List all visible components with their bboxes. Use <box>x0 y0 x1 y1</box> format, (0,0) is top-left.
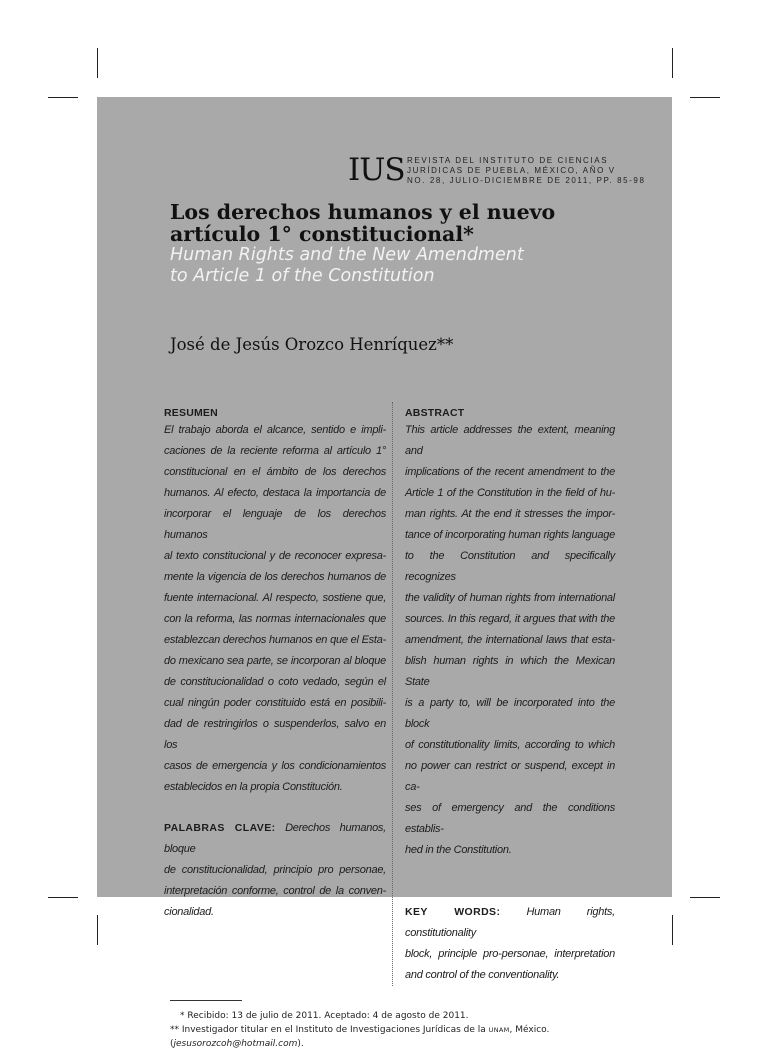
footnote-text: ). <box>297 1039 304 1049</box>
text-line: fuente internacional. Al respecto, sostiene que, <box>164 592 386 604</box>
abstract-column <box>393 402 615 986</box>
text-line: con la reforma, las normas internacionales que <box>164 613 386 625</box>
text-line: sources. In this regard, it argues that with the <box>405 613 615 625</box>
keywords-heading: KEY WORDS: <box>405 906 501 918</box>
abstract-columns <box>164 402 616 986</box>
crop-mark <box>97 915 98 945</box>
footnote-unam: UNAM <box>488 1026 510 1034</box>
text-line: amendment, the international laws that esta- <box>405 634 615 646</box>
keywords-line: de constitucionalidad, principio pro personae, <box>164 864 386 876</box>
text-line: incorporar el lenguaje de los derechos humanos <box>164 508 386 541</box>
resumen-column <box>164 402 392 986</box>
title-line: artículo 1° constitucional* <box>170 222 474 246</box>
crop-mark <box>672 48 673 78</box>
abstract-text <box>405 420 615 861</box>
resumen-heading: RESUMEN <box>164 407 218 419</box>
title-line: Los derechos humanos y el nuevo <box>170 200 556 224</box>
author: José de Jesús Orozco Henríquez** <box>170 335 454 354</box>
text-line: establecidos en la propia Constitución. <box>164 781 343 793</box>
footnote-rule <box>170 1000 242 1001</box>
palabras-clave <box>164 818 386 923</box>
text-line: the validity of human rights from international <box>405 592 615 604</box>
text-line: establezcan derechos humanos en que el Esta- <box>164 634 386 646</box>
footnote-text: ** Investigador titular en el Instituto de Investigaciones Jurídicas de la <box>170 1025 489 1035</box>
footnote-text: ( <box>170 1039 174 1049</box>
text-line: do mexicano sea parte, se incorporan al bloque <box>164 655 386 667</box>
text-line: El trabajo aborda el alcance, sentido e impli- <box>164 424 386 436</box>
journal-line: REVISTA DEL INSTITUTO DE CIENCIAS <box>407 156 609 165</box>
text-line: of constitutionality limits, according to which <box>405 739 615 751</box>
footnote-text: , México. <box>509 1025 550 1035</box>
footnote-received: * Recibido: 13 de julio de 2011. Aceptado: 4 de agosto de 2011. <box>180 1011 469 1021</box>
journal-logo: IUS <box>348 152 405 188</box>
keywords-line: block, principle pro-personae, interpretation <box>405 948 615 960</box>
text-line: no power can restrict or suspend, except in ca- <box>405 760 615 793</box>
text-line: implications of the recent amendment to the <box>405 466 615 478</box>
email-link[interactable]: jesusorozcoh@hotmail.com <box>173 1039 298 1049</box>
text-line: to the Constitution and specifically recognizes <box>405 550 615 583</box>
footnote-email <box>170 1037 616 1051</box>
text-line: blish human rights in which the Mexican State <box>405 655 615 688</box>
text-line: is a party to, will be incorporated into the block <box>405 697 615 730</box>
footnotes <box>170 1009 616 1051</box>
resumen-text <box>164 420 386 798</box>
journal-info <box>407 156 646 186</box>
crop-mark <box>48 97 78 98</box>
abstract-heading: ABSTRACT <box>405 407 465 419</box>
text-line: de constitucionalidad o coto vedado, según el <box>164 676 386 688</box>
key-words <box>405 902 615 986</box>
text-line: mente la vigencia de los derechos humanos de <box>164 571 386 583</box>
article-title-english <box>170 245 524 287</box>
subtitle-line: to Article 1 of the Constitution <box>170 266 435 286</box>
text-line: Article 1 of the Constitution in the field of hu- <box>405 487 615 499</box>
keywords-line: interpretación conforme, control de la conven- <box>164 885 386 897</box>
keywords-line: cionalidad. <box>164 906 214 918</box>
text-line: dad de restringirlos o suspenderlos, salvo en los <box>164 718 386 751</box>
crop-mark <box>48 897 78 898</box>
crop-mark <box>672 915 673 945</box>
text-line: al texto constitucional y de reconocer expresa- <box>164 550 386 562</box>
keywords-line: and control of the conventionality. <box>405 969 560 981</box>
text-line: ses of emergency and the conditions establis- <box>405 802 615 835</box>
text-line: cual ningún poder constituido está en posibili- <box>164 697 386 709</box>
keywords-heading: PALABRAS CLAVE: <box>164 822 276 834</box>
subtitle-line: Human Rights and the New Amendment <box>170 245 524 265</box>
abstract-section <box>164 402 616 1051</box>
journal-line: NO. 28, JULIO-DICIEMBRE DE 2011, PP. 85-98 <box>407 176 646 185</box>
crop-mark <box>690 897 720 898</box>
text-line: humanos. Al efecto, destaca la importancia de <box>164 487 386 499</box>
article-title <box>170 201 555 245</box>
text-line: caciones de la reciente reforma al artículo 1° <box>164 445 386 457</box>
journal-line: JURÍDICAS DE PUEBLA, MÉXICO, AÑO V <box>407 166 616 175</box>
text-line: This article addresses the extent, meaning and <box>405 424 615 457</box>
crop-mark <box>97 48 98 78</box>
text-line: tance of incorporating human rights language <box>405 529 615 541</box>
text-line: casos de emergencia y los condicionamientos <box>164 760 386 772</box>
keywords-line: Derechos humanos, bloque <box>164 822 386 855</box>
keywords-line: Human rights, constitutionality <box>405 906 615 939</box>
text-line: man rights. At the end it stresses the impor- <box>405 508 615 520</box>
crop-mark <box>690 97 720 98</box>
text-line: constitucional en el ámbito de los derechos <box>164 466 386 478</box>
footnote-affiliation <box>170 1023 616 1037</box>
text-line: hed in the Constitution. <box>405 844 512 856</box>
